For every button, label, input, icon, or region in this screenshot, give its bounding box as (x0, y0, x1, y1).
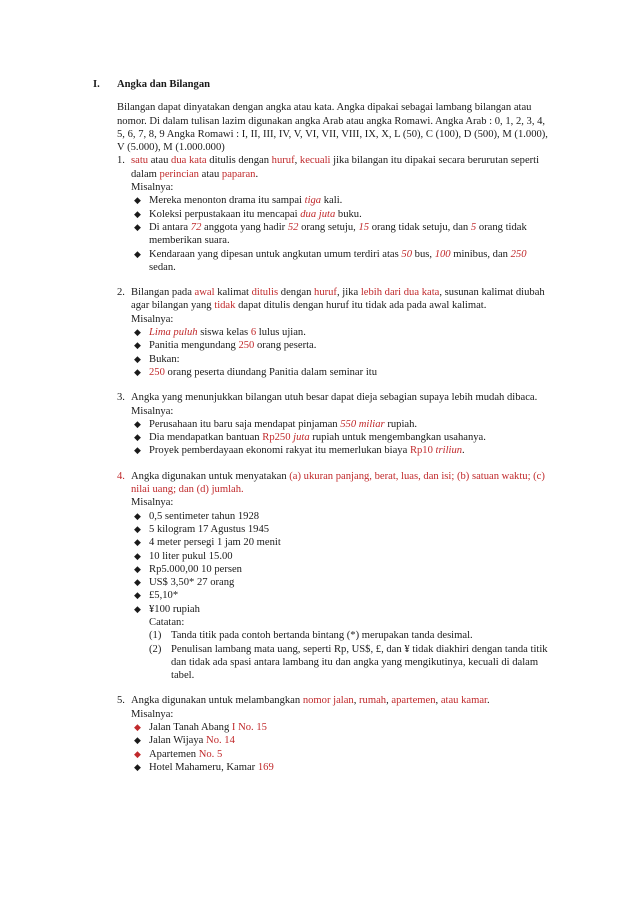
list-item (131, 248, 563, 275)
example-text: minibus, dan (450, 248, 511, 260)
example-text: . (462, 445, 465, 457)
notes-label: Catatan: (149, 616, 185, 628)
rule-text (131, 694, 563, 707)
highlight-text: dua kata (171, 155, 207, 167)
example-text: bus, (412, 248, 435, 260)
section-title: Angka dan Bilangan (117, 79, 211, 90)
rule-text-part: , (294, 155, 300, 167)
rule-text-part: . (255, 168, 259, 180)
example-label: Misalnya: (131, 313, 174, 325)
example-list (131, 721, 563, 774)
rule-number: 3. (117, 392, 125, 404)
highlight-text: ditulis (251, 287, 279, 299)
example-list (131, 194, 563, 274)
notes-list (131, 629, 563, 682)
example-text: orang setuju, (298, 221, 359, 233)
example-label: Misalnya: (131, 708, 174, 720)
highlight-text: kecuali (299, 155, 331, 167)
highlight-text: (a) ukuran panjang, berat, luas, dan isi; (b) satuan waktu; (c) (289, 470, 545, 482)
highlight-text: tidak (214, 300, 236, 312)
rule-text-part: , (435, 695, 441, 707)
example-text: orang tidak setuju, dan (369, 221, 471, 233)
rule-item-2 (93, 286, 563, 379)
rule-text-part: Angka digunakan untuk menyatakan (131, 470, 290, 482)
list-item (131, 761, 563, 774)
highlight-text: apartemen (391, 695, 436, 707)
diamond-bullet-icon: ◆ (134, 563, 141, 574)
example-text: Proyek pemberdayaan ekonomi rakyat itu memerlukan biaya (149, 445, 410, 457)
rule-text-part: , jika (336, 287, 361, 299)
example-text: orang peserta. (254, 340, 317, 352)
note-text: Tanda titik pada contoh bertanda bintang (*) merupakan tanda desimal. (171, 630, 473, 642)
highlight-text: dua juta (300, 208, 336, 220)
list-item (131, 444, 563, 457)
example-text: Apartemen (149, 748, 199, 760)
example-text: Bukan: (149, 353, 180, 365)
rule-text-part: ditulis dengan (206, 155, 272, 167)
example-label: Misalnya: (131, 405, 174, 417)
rule-text (131, 470, 563, 483)
example-text: buku. (335, 208, 362, 220)
rule-text-part: Bilangan pada (131, 287, 195, 299)
diamond-bullet-icon: ◆ (134, 366, 141, 377)
example-text: rupiah. (384, 418, 418, 430)
example-text: Kendaraan yang dipesan untuk angkutan umum terdiri atas (149, 248, 402, 260)
example-text: memberikan suara. (149, 235, 230, 247)
example-text: sedan. (149, 261, 176, 273)
example-text: Koleksi perpustakaan itu mencapai (149, 208, 301, 220)
example-label: Misalnya: (131, 182, 174, 194)
highlight-text: paparan (221, 168, 256, 180)
highlight-text: 250 (238, 340, 255, 352)
list-item (131, 510, 563, 523)
rule-item-3 (93, 391, 563, 457)
example-text: Rp5.000,00 10 persen (149, 563, 242, 575)
example-text: Perusahaan itu baru saja mendapat pinjaman (149, 418, 341, 430)
example-list (131, 510, 563, 616)
list-item (131, 431, 563, 444)
rule-text-part: jika bilangan itu dipakai secara berurutan seperti (330, 155, 540, 167)
rule-text-part: , (353, 695, 360, 707)
highlight-text: rumah (359, 695, 387, 707)
example-text: 5 kilogram 17 Agustus 1945 (149, 523, 270, 535)
highlight-text: 50 (401, 248, 413, 260)
highlight-text: awal (194, 287, 215, 299)
highlight-text: huruf (271, 155, 295, 167)
list-item (131, 721, 563, 734)
diamond-bullet-icon: ◆ (134, 353, 141, 364)
rule-item-4 (93, 470, 563, 683)
rule-text (131, 483, 563, 496)
highlight-text: triliun (432, 445, 463, 457)
list-item (131, 603, 563, 616)
example-text: rupiah untuk mengembangkan usahanya. (309, 432, 486, 444)
highlight-text: I No. 15 (231, 722, 267, 734)
diamond-bullet-icon: ◆ (134, 537, 141, 548)
highlight-text: 52 (287, 221, 299, 233)
diamond-bullet-icon: ◆ (134, 550, 141, 561)
rule-text-part: dapat ditulis dengan huruf itu tidak ada pada awal kalimat. (235, 300, 487, 312)
example-text: lulus ujian. (256, 327, 306, 339)
highlight-text: 15 (358, 221, 370, 233)
diamond-bullet-icon: ◆ (134, 761, 141, 772)
rule-text-part: Angka digunakan untuk melambangkan (131, 695, 303, 707)
rule-text (131, 168, 563, 181)
list-item (131, 523, 563, 536)
list-item (131, 208, 563, 221)
diamond-bullet-icon: ◆ (134, 590, 141, 601)
document-page (93, 78, 563, 786)
diamond-bullet-icon: ◆ (134, 327, 141, 338)
example-text: anggota yang hadir (201, 221, 288, 233)
rule-text (131, 154, 563, 167)
list-item (131, 339, 563, 352)
diamond-bullet-icon: ◆ (134, 577, 141, 588)
example-text: Hotel Mahameru, Kamar (149, 761, 258, 773)
highlight-text: nomor jalan (302, 695, 354, 707)
highlight-text: Rp10 (409, 445, 433, 457)
highlight-text: No. 14 (206, 735, 235, 747)
list-item (131, 550, 563, 563)
rule-text: Angka yang menunjukkan bilangan utuh besar dapat dieja sebagian supaya lebih mudah dibaca. (131, 392, 538, 404)
example-text: Panitia mengundang (149, 340, 239, 352)
rule-text-part: dengan (278, 287, 315, 299)
rule-number: 1. (117, 155, 125, 167)
note-item (149, 629, 563, 642)
rule-text-part: agar bilangan yang (131, 300, 215, 312)
highlight-text: atau kamar (440, 695, 487, 707)
diamond-bullet-icon: ◆ (134, 208, 141, 219)
diamond-bullet-icon: ◆ (134, 735, 141, 746)
note-text: Penulisan lambang mata uang, seperti Rp, US$, £, dan ¥ tidak diakhiri dengan tanda titik (171, 643, 548, 655)
section-number: I. (93, 79, 100, 90)
list-item (131, 576, 563, 589)
rule-number: 4. (117, 470, 125, 482)
diamond-bullet-icon: ◆ (134, 248, 141, 259)
highlight-text: 72 (190, 221, 202, 233)
diamond-bullet-icon: ◆ (134, 195, 141, 206)
section-heading (93, 78, 563, 91)
example-text: 0,5 sentimeter tahun 1928 (149, 510, 260, 522)
list-item (131, 194, 563, 207)
example-text: US$ 3,50* 27 orang (149, 577, 235, 589)
example-label: Misalnya: (131, 497, 174, 509)
example-text: 4 meter persegi 1 jam 20 menit (149, 537, 281, 549)
example-text: kali. (321, 195, 343, 207)
diamond-bullet-icon: ◆ (134, 748, 141, 759)
rule-text-part: , (386, 695, 392, 707)
note-item (149, 643, 563, 683)
highlight-text: 550 miliar (340, 418, 385, 430)
list-item (131, 536, 563, 549)
example-text: Jalan Wijaya (149, 735, 207, 747)
diamond-bullet-icon: ◆ (134, 510, 141, 521)
list-item (131, 748, 563, 761)
note-number: (2) (149, 643, 162, 655)
rule-text (131, 286, 563, 299)
list-item (131, 589, 563, 602)
rule-number: 2. (117, 287, 125, 299)
example-text: Di antara (149, 221, 191, 233)
rule-text-part: atau (148, 155, 172, 167)
list-item (131, 734, 563, 747)
highlight-text: perincian (159, 168, 199, 180)
example-text: orang tidak (476, 221, 527, 233)
rule-text (131, 299, 563, 312)
list-item (131, 353, 563, 366)
example-text: Jalan Tanah Abang (149, 722, 232, 734)
rule-item-1 (93, 154, 563, 274)
rule-text-part: dalam (131, 168, 160, 180)
diamond-bullet-icon: ◆ (134, 432, 141, 443)
highlight-text: No. 5 (198, 748, 223, 760)
highlight-text: 5 (470, 221, 477, 233)
example-text: 10 liter pukul 15.00 (149, 550, 233, 562)
rule-text-part: kalimat (214, 287, 252, 299)
highlight-text: 169 (257, 761, 274, 773)
example-text: £5,10* (149, 590, 179, 602)
highlight-text: 100 (434, 248, 451, 260)
list-item (131, 366, 563, 379)
diamond-bullet-icon: ◆ (134, 603, 141, 614)
intro-line: 5, 6, 7, 8, 9 Angka Romawi : I, II, III, IV, V, VI, VII, VIII, IX, X, L (50), C (100), D (500), M (1.000), (117, 128, 548, 140)
example-text: orang peserta diundang Panitia dalam seminar itu (164, 366, 377, 378)
list-item (131, 221, 563, 248)
example-list (131, 418, 563, 458)
example-list (131, 326, 563, 379)
highlight-text: lebih dari dua kata (360, 287, 440, 299)
intro-line: V (5.000), M (1.000.000) (117, 142, 225, 154)
list-item (131, 418, 563, 431)
highlight-text: 250 (149, 366, 165, 378)
diamond-bullet-icon: ◆ (134, 340, 141, 351)
highlight-text: nilai uang; dan (d) jumlah. (131, 484, 244, 496)
list-item (131, 326, 563, 339)
diamond-bullet-icon: ◆ (134, 221, 141, 232)
rule-item-5 (93, 694, 563, 774)
highlight-text: Rp250 (262, 432, 291, 444)
highlight-text: huruf (314, 287, 337, 299)
note-text: tabel. (171, 670, 195, 682)
rule-number: 5. (117, 695, 125, 707)
highlight-text: satu (131, 155, 149, 167)
rule-text-part: , susunan kalimat diubah (439, 287, 545, 299)
example-text: ¥100 rupiah (149, 603, 200, 615)
note-text: dan tidak ada spasi antara lambang itu dan angka yang mengikutinya, kecuali di dalam (171, 656, 539, 668)
list-item (131, 563, 563, 576)
diamond-bullet-icon: ◆ (134, 722, 141, 733)
intro-paragraph (93, 101, 563, 154)
note-number: (1) (149, 630, 162, 642)
highlight-text: Lima puluh (149, 327, 198, 339)
example-text: siswa kelas (197, 327, 251, 339)
highlight-text: 250 (510, 248, 527, 260)
diamond-bullet-icon: ◆ (134, 418, 141, 429)
highlight-text: 6 (250, 327, 257, 339)
intro-line: nomor. Di dalam tulisan lazim digunakan angka Arab atau angka Romawi. Angka Arab : 0, 1, 2, 3, 4, (117, 115, 546, 127)
intro-line: Bilangan dapat dinyatakan dengan angka atau kata. Angka dipakai sebagai lambang bilangan atau (117, 102, 532, 114)
highlight-text: juta (290, 432, 310, 444)
rule-text-part: . (487, 695, 490, 707)
example-text: Mereka menonton drama itu sampai (149, 195, 305, 207)
highlight-text: tiga (304, 195, 322, 207)
diamond-bullet-icon: ◆ (134, 523, 141, 534)
example-text: Dia mendapatkan bantuan (149, 432, 263, 444)
rule-text-part: atau (198, 168, 222, 180)
diamond-bullet-icon: ◆ (134, 445, 141, 456)
